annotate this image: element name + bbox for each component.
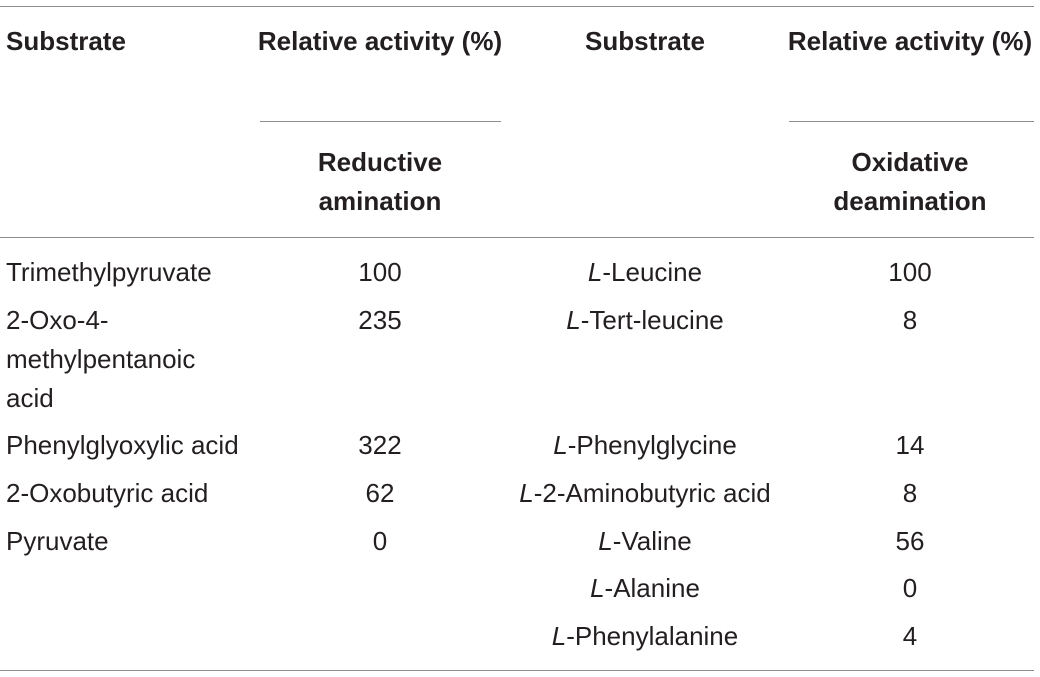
right-activity-cell: 56 [895,526,925,556]
bottom-rule [0,670,1034,671]
l-prefix: L [519,478,534,508]
right-activity-cell: 4 [902,621,918,651]
l-prefix: L [590,573,605,603]
right-activity-cell: 0 [902,573,918,603]
right-activity-cell: 8 [902,478,918,508]
substrate-name: -Phenylglycine [567,430,737,460]
l-prefix: L [587,257,603,287]
header-relative-activity-left: Relative activity (%) [257,26,503,56]
l-prefix: L [551,621,567,651]
l-prefix: L [553,430,568,460]
right-substrate-cell [500,569,790,608]
right-activity-cell: 8 [902,305,918,335]
left-activity-cell: 0 [372,526,388,556]
top-rule [0,6,1034,7]
substrate-name: -Tert-leucine [580,305,724,335]
l-prefix: L [598,526,613,556]
left-substrate-cell: 2-Oxobutyric acid [6,478,209,508]
left-activity-cell: 322 [358,430,402,460]
right-substrate-cell [500,522,790,561]
substrate-name: -Phenylalanine [566,621,739,651]
left-substrate-cell: 2-Oxo-4-methylpentanoic acid [6,305,196,413]
left-substrate-cell: Pyruvate [6,526,109,556]
right-activity-cell: 14 [895,430,925,460]
subheader-reductive-amination: Reductive amination [317,147,443,216]
subheader-rule-right [789,121,1034,122]
right-substrate-cell [500,426,790,465]
left-activity-cell: 62 [365,478,395,508]
substrate-name: -Alanine [604,573,700,603]
left-substrate-cell: Trimethylpyruvate [6,257,212,287]
left-activity-cell: 100 [358,257,402,287]
right-substrate-cell [500,617,790,656]
substrate-name: -2-Aminobutyric acid [533,478,771,508]
header-bottom-rule [0,237,1034,238]
header-relative-activity-right: Relative activity (%) [787,26,1033,56]
subheader-rule-left [260,121,501,122]
header-substrate-right: Substrate [585,26,705,56]
left-activity-cell: 235 [358,305,402,335]
substrate-name: -Valine [612,526,692,556]
right-substrate-cell [500,301,790,340]
l-prefix: L [566,305,581,335]
left-substrate-cell: Phenylglyoxylic acid [6,430,239,460]
header-substrate-left: Substrate [6,26,126,56]
substrate-name: -Leucine [602,257,703,287]
right-substrate-cell [490,474,800,513]
subheader-oxidative-deamination: Oxidative deamination [833,147,987,216]
right-substrate-cell [500,253,790,292]
right-activity-cell: 100 [888,257,932,287]
